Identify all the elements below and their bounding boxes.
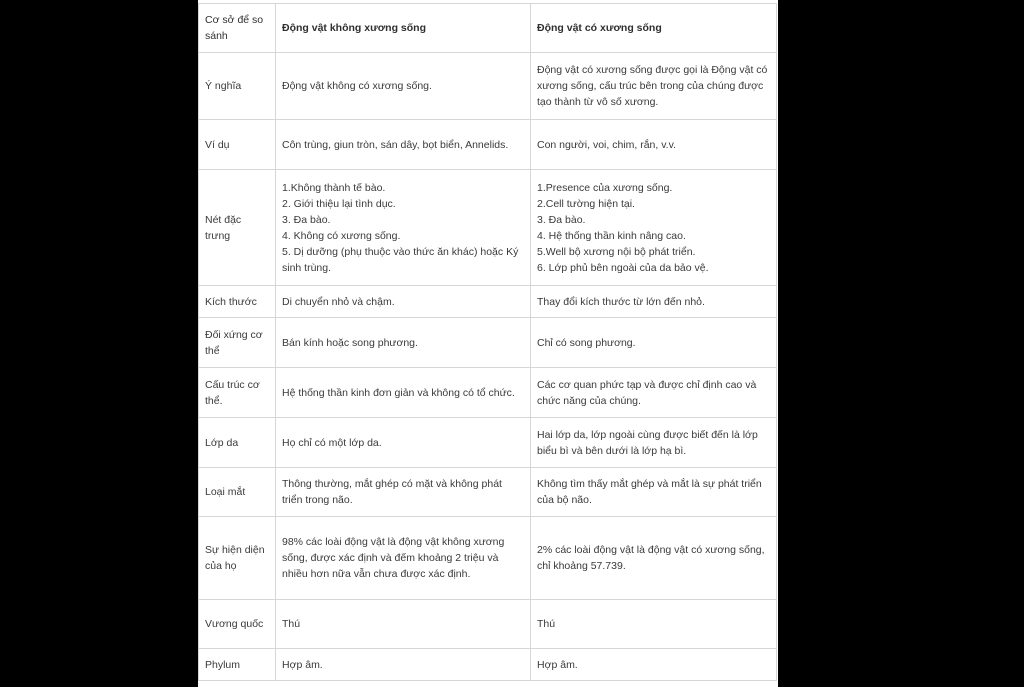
vertebrate-cell: Không tìm thấy mắt ghép và mắt là sự phát triển của bộ não. — [531, 468, 777, 517]
table-row — [199, 418, 777, 468]
invertebrate-cell: Động vật không có xương sống. — [276, 53, 531, 120]
row-key: Kích thước — [199, 286, 276, 318]
vertebrate-cell: Thay đổi kích thước từ lớn đến nhỏ. — [531, 286, 777, 318]
invertebrate-cell: Côn trùng, giun tròn, sán dây, bọt biển, Annelids. — [276, 120, 531, 170]
row-key: Sự hiện diện của họ — [199, 517, 276, 600]
invertebrate-cell: Hệ thống thần kinh đơn giản và không có tổ chức. — [276, 368, 531, 418]
row-key: Lớp da — [199, 418, 276, 468]
table-row — [199, 318, 777, 368]
row-key: Cấu trúc cơ thể. — [199, 368, 276, 418]
row-key: Vương quốc — [199, 600, 276, 649]
vertebrate-cell: Thú — [531, 600, 777, 649]
invertebrate-cell: 98% các loài động vật là động vật không xương sống, được xác định và đếm khoảng 2 triệu và nhiều hơn nữa vẫn chưa được xác định. — [276, 517, 531, 600]
row-key: Ý nghĩa — [199, 53, 276, 120]
invertebrate-cell: Thú — [276, 600, 531, 649]
row-key: Nét đặc trưng — [199, 170, 276, 286]
table-row — [199, 600, 777, 649]
header-row — [199, 4, 777, 53]
table-row — [199, 120, 777, 170]
invertebrate-cell: 1.Không thành tế bào. 2. Giới thiệu lại tình dục. 3. Đa bào. 4. Không có xương sống. 5. Dị dưỡng (phụ thuộc vào thức ăn khác) hoặc Ký sinh trùng. — [276, 170, 531, 286]
header-basis: Cơ sở để so sánh — [199, 4, 276, 53]
vertebrate-cell: Chỉ có song phương. — [531, 318, 777, 368]
invertebrate-cell: Thông thường, mắt ghép có mặt và không phát triển trong não. — [276, 468, 531, 517]
invertebrate-cell: Bán kính hoặc song phương. — [276, 318, 531, 368]
vertebrate-cell: 2% các loài động vật là động vật có xương sống, chỉ khoảng 57.739. — [531, 517, 777, 600]
table-row — [199, 368, 777, 418]
vertebrate-cell: 1.Presence của xương sống. 2.Cell tường hiện tại. 3. Đa bào. 4. Hệ thống thần kinh nâng cao. 5.Well bộ xương nội bộ phát triển. 6. Lớp phủ bên ngoài của da bảo vệ. — [531, 170, 777, 286]
comparison-document — [198, 0, 778, 687]
row-key: Ví dụ — [199, 120, 276, 170]
vertebrate-cell: Động vật có xương sống được gọi là Động vật có xương sống, cấu trúc bên trong của chúng được tạo thành từ vô số xương. — [531, 53, 777, 120]
vertebrate-cell: Hai lớp da, lớp ngoài cùng được biết đến là lớp biểu bì và bên dưới là lớp hạ bì. — [531, 418, 777, 468]
table-row — [199, 286, 777, 318]
row-key: Đối xứng cơ thể — [199, 318, 276, 368]
row-key: Phylum — [199, 649, 276, 681]
invertebrate-cell: Di chuyển nhỏ và chậm. — [276, 286, 531, 318]
row-key: Loại mắt — [199, 468, 276, 517]
header-vertebrate: Động vật có xương sống — [531, 4, 777, 53]
table-row — [199, 468, 777, 517]
invertebrate-cell: Họ chỉ có một lớp da. — [276, 418, 531, 468]
comparison-table — [198, 3, 777, 681]
vertebrate-cell: Con người, voi, chim, rắn, v.v. — [531, 120, 777, 170]
table-row — [199, 170, 777, 286]
vertebrate-cell: Hợp âm. — [531, 649, 777, 681]
table-row — [199, 649, 777, 681]
header-invertebrate: Động vật không xương sống — [276, 4, 531, 53]
table-row — [199, 53, 777, 120]
invertebrate-cell: Hợp âm. — [276, 649, 531, 681]
vertebrate-cell: Các cơ quan phức tạp và được chỉ định cao và chức năng của chúng. — [531, 368, 777, 418]
table-row — [199, 517, 777, 600]
